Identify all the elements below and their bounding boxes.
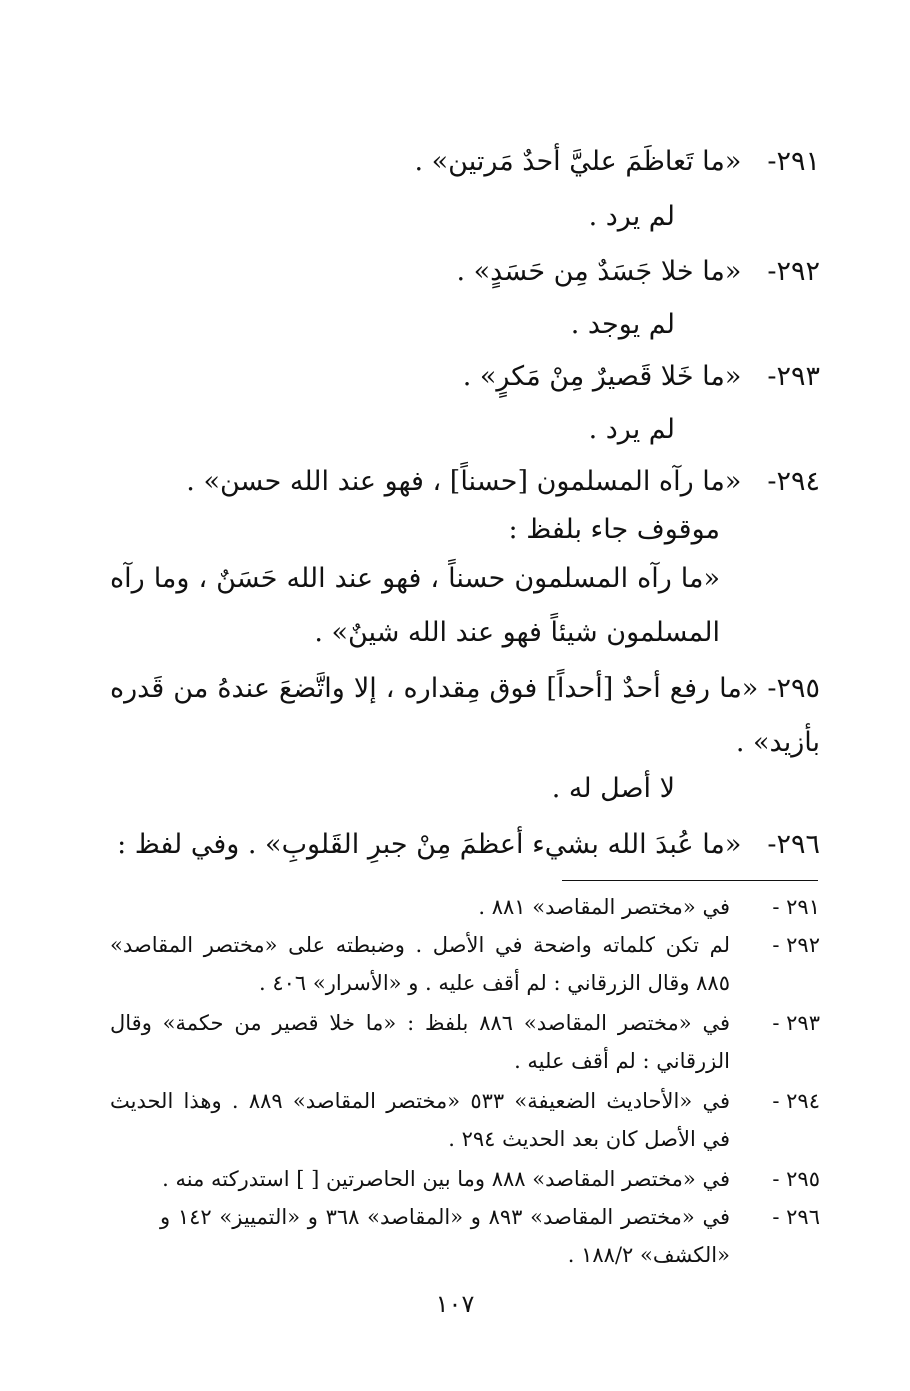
entry-295 [110, 662, 820, 770]
footnote-text: في «الأحاديث الضعيفة» ٥٣٣ «مختصر المقاصد» ٨٨٩ . وهذا الحديث في الأصل كان بعد الحديث ٢٩٤ . [110, 1089, 730, 1151]
entry-note: لم يرد . [588, 201, 675, 232]
entry-text: «ما رآه المسلمون [حسناً] ، فهو عند الله حسن» . [186, 466, 742, 497]
entry-text: «ما خَلا قَصيرٌ مِنْ مَكرٍ» . [462, 361, 742, 392]
footnote-number: ٢٩٦ - [772, 1205, 820, 1229]
entry-296 [110, 818, 820, 872]
entry-text: «ما عُبدَ الله بشيء أعظمَ مِنْ جبرِ القَلوبِ» . وفي لفظ : [117, 829, 742, 860]
page-number: ١٠٧ [435, 1290, 475, 1318]
entry-number: ٢٩٢- [767, 256, 820, 287]
entry-quote: «ما رآه المسلمون حسناً ، فهو عند الله حَسَنٌ ، وما رآه المسلمون شيئاً فهو عند الله شينٌ» . [110, 563, 720, 648]
entry-294 [110, 455, 820, 509]
footnote-number: ٢٩٤ - [772, 1089, 820, 1113]
entry-number: ٢٩٣- [767, 361, 820, 392]
footnote-text: في «مختصر المقاصد» ٨٩٣ و «المقاصد» ٣٦٨ و «التمييز» ١٤٢ و «الكشف» ١٨٨/٢ . [160, 1205, 730, 1267]
entry-number: ٢٩٤- [767, 466, 820, 497]
footnote-number: ٢٩١ - [772, 895, 820, 919]
entry-note: لا أصل له . [551, 773, 675, 804]
entry-291 [110, 135, 820, 189]
entry-text: «ما تَعاظَمَ عليَّ أحدٌ مَرتين» . [414, 146, 742, 177]
footnote [110, 1004, 820, 1080]
footnote [110, 1082, 820, 1158]
footnote-number: ٢٩٥ - [772, 1167, 820, 1191]
footnote-separator [562, 880, 818, 881]
footnote-text: في «مختصر المقاصد» ٨٨١ . [478, 895, 730, 919]
entry-293 [110, 350, 820, 404]
footnote-text: في «مختصر المقاصد» ٨٨٨ وما بين الحاصرتين [ ] استدركته منه . [162, 1167, 730, 1191]
footnote-number: ٢٩٢ - [772, 933, 820, 957]
entry-292 [110, 245, 820, 299]
footnote-text: في «مختصر المقاصد» ٨٨٦ بلفظ : «ما خلا قصير من حكمة» وقال الزرقاني : لم أقف عليه . [110, 1011, 731, 1073]
entry-note: لم يرد . [588, 414, 675, 445]
footnote-number: ٢٩٣ - [772, 1011, 820, 1035]
footnote [110, 926, 820, 1002]
entry-text: «ما خلا جَسَدٌ مِن حَسَدٍ» . [456, 256, 742, 287]
entry-number: ٢٩٦- [767, 829, 820, 860]
entry-note: موقوف جاء بلفظ : [508, 514, 720, 545]
footnote [110, 1160, 820, 1198]
entry-number: ٢٩١- [767, 146, 820, 177]
entry-text: «ما رفع أحدٌ [أحداً] فوق مِقداره ، إلا واتَّضعَ عندهُ من قَدره بأزيد» . [110, 673, 820, 758]
footnote [110, 888, 820, 926]
footnote-text: لم تكن كلماته واضحة في الأصل . وضبطته على «مختصر المقاصد» ٨٨٥ وقال الزرقاني : لم أقف عليه . و «الأسرار» ٤٠٦ . [110, 933, 730, 995]
entry-number: ٢٩٥- [767, 673, 820, 704]
entry-note: لم يوجد . [570, 309, 675, 340]
footnote [160, 1198, 820, 1274]
